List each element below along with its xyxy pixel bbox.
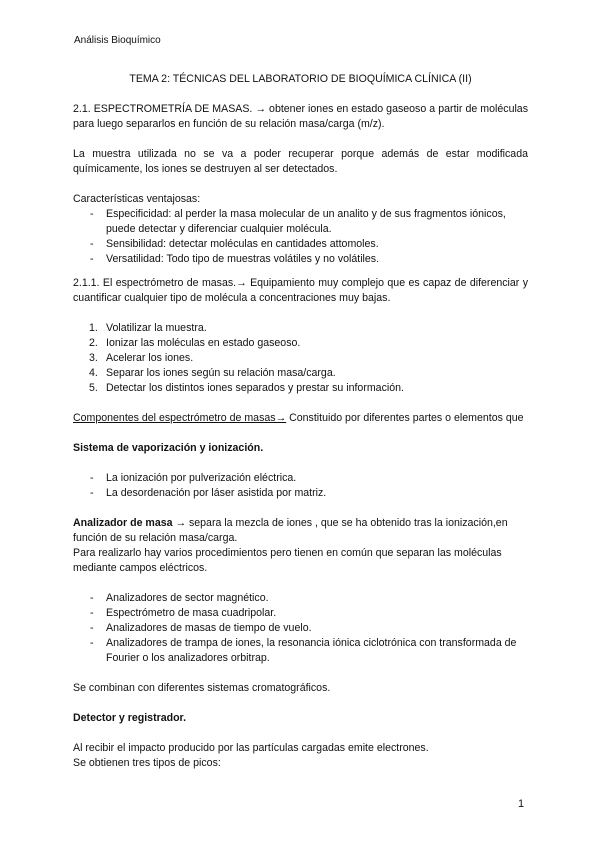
list-item: - Analizadores de trampa de iones, la resonancia iónica ciclotrónica con transformada de Fourier o los analizadores orbitrap. [73, 636, 528, 666]
detector-heading: Detector y registrador. [73, 712, 187, 724]
list-item: - Sensibilidad: detectar moléculas en cantidades attomoles. [73, 237, 528, 252]
mass-spec-intro: 2.1. ESPECTROMETRÍA DE MASAS. → obtener iones en estado gaseoso a partir de moléculas para luego separarlos en función de su relación masa/carga (m/z). [73, 103, 528, 130]
components-label: Componentes del espectrómetro de masas→ [73, 412, 287, 424]
vaporization-heading: Sistema de vaporización y ionización. [73, 442, 264, 454]
step-number: 4. [89, 367, 98, 379]
step-number: 3. [89, 352, 98, 364]
step-text: Separar los iones según su relación masa/carga. [106, 367, 336, 379]
analyzer-paragraph [73, 516, 528, 546]
list-item: - Analizadores de sector magnético. [73, 591, 528, 606]
sample-note: La muestra utilizada no se va a poder recuperar porque además de estar modificada químicamente, los iones se destruyen al ser detectados. [73, 148, 528, 175]
analyzer-text: → separa la mezcla de iones , que se ha obtenido tras la ionización,en función de su relación masa/carga. [73, 517, 508, 544]
analyzer-text-2: Para realizarlo hay varios procedimientos pero tienen en común que separan las moléculas mediante campos eléctricos. [73, 547, 502, 574]
spectrometer-intro: 2.1.1. El espectrómetro de masas.→ Equipamiento muy complejo que es capaz de diferenciar y cuantificar cualquier tipo de molécula a concentraciones muy bajas. [73, 277, 528, 304]
list-item [73, 381, 528, 396]
page-number: 1 [518, 798, 525, 810]
running-header: Análisis Bioquímico [74, 35, 161, 46]
steps-list [73, 321, 528, 396]
components-text: Constituido por diferentes partes o elementos que [286, 412, 524, 424]
list-item [73, 351, 528, 366]
components-paragraph [73, 411, 528, 426]
list-item [73, 336, 528, 351]
vaporization-list [73, 471, 528, 501]
step-text: Acelerar los iones. [106, 352, 194, 364]
advantages-list [73, 207, 528, 267]
advantages-heading: Características ventajosas: [73, 193, 201, 205]
detector-line-1: Al recibir el impacto producido por las partículas cargadas emite electrones. [73, 742, 429, 754]
list-item: - La ionización por pulverización eléctrica. [73, 471, 528, 486]
step-number: 5. [89, 382, 98, 394]
combine-note: Se combinan con diferentes sistemas cromatográficos. [73, 682, 331, 694]
list-item: - Espectrómetro de masa cuadripolar. [73, 606, 528, 621]
step-number: 1. [89, 322, 98, 334]
step-text: Volatilizar la muestra. [106, 322, 207, 334]
list-item: - Analizadores de masas de tiempo de vuelo. [73, 621, 528, 636]
page-title: TEMA 2: TÉCNICAS DEL LABORATORIO DE BIOQUÍMICA CLÍNICA (II) [129, 73, 472, 85]
analyzer-list [73, 591, 528, 666]
list-item: - Especificidad: al perder la masa molecular de un analito y de sus fragmentos iónicos, puede detectar y diferenciar cualquier molécula. [73, 207, 528, 237]
list-item [73, 321, 528, 336]
list-item [73, 366, 528, 381]
page-content [73, 72, 528, 771]
detector-line-2: Se obtienen tres tipos de picos: [73, 757, 221, 769]
step-number: 2. [89, 337, 98, 349]
list-item: - La desordenación por láser asistida por matriz. [73, 486, 528, 501]
step-text: Ionizar las moléculas en estado gaseoso. [106, 337, 301, 349]
step-text: Detectar los distintos iones separados y prestar su información. [106, 382, 404, 394]
list-item: - Versatilidad: Todo tipo de muestras volátiles y no volátiles. [73, 252, 528, 267]
analyzer-heading: Analizador de masa [73, 517, 173, 529]
